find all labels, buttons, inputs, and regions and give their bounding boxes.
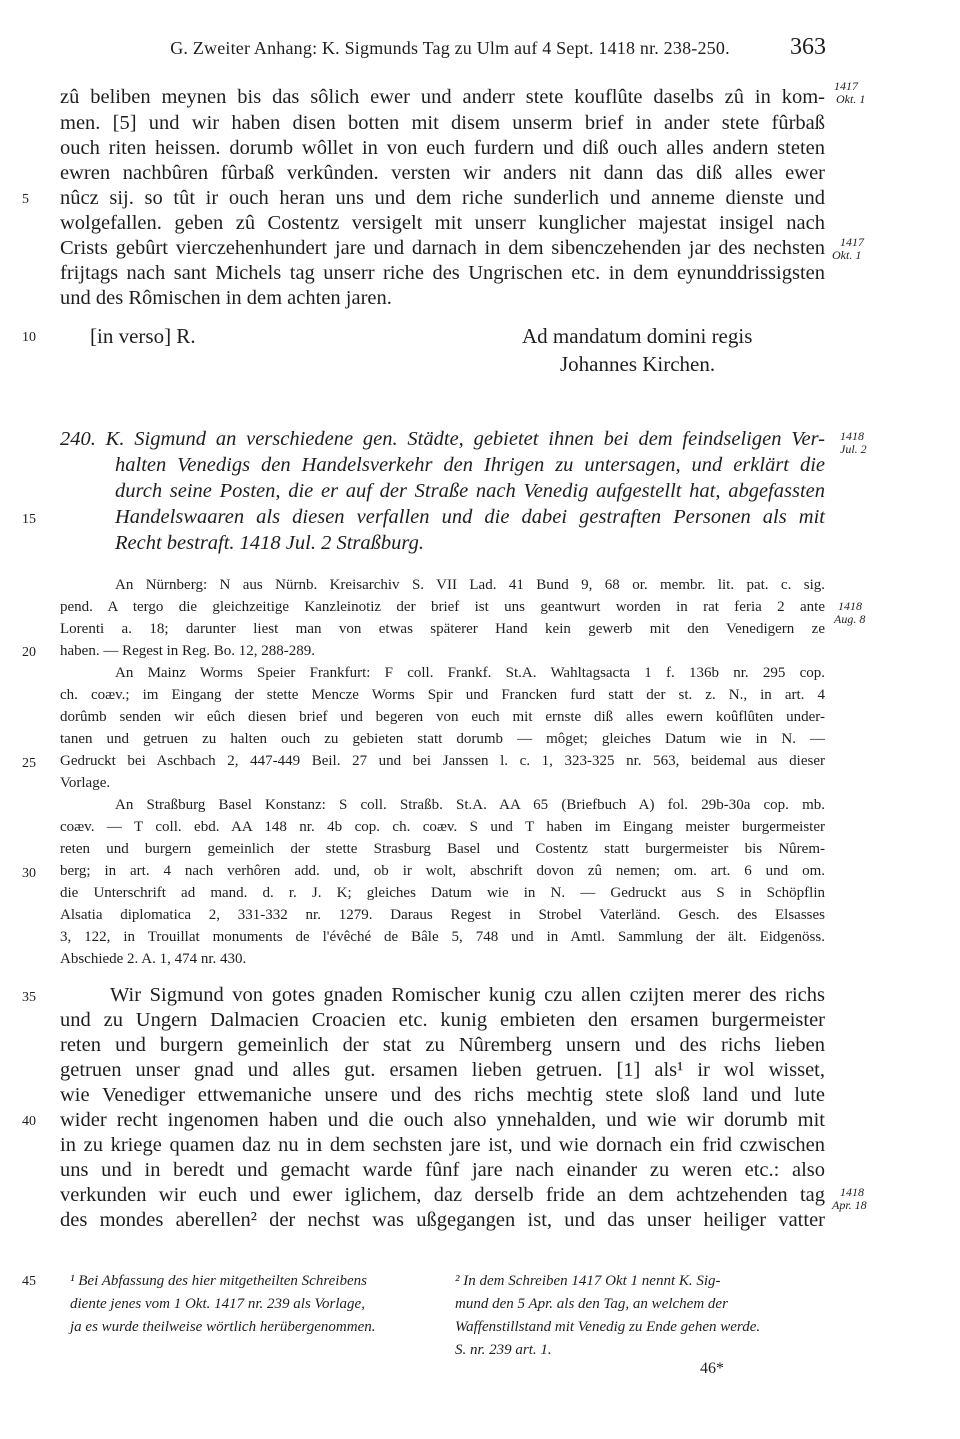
doc-heading-line: 240. K. Sigmund an verschiedene gen. Städte, gebietet ihnen bei dem feindseligen Ver-: [60, 428, 825, 450]
note-line: Alsatia diplomatica 2, 331-332 nr. 1279. Daraus Regest in Strobel Vaterländ. Gesch. des Elsasses: [60, 907, 825, 923]
note-line: An Straßburg Basel Konstanz: S coll. Straßb. St.A. AA 65 (Briefbuch A) fol. 29b-30a cop. mb.: [115, 797, 825, 813]
text-line: und des Rômischen in dem achten jaren.: [60, 287, 392, 309]
line-number: 10: [22, 330, 36, 345]
margin-day: Jul. 2: [840, 442, 867, 456]
margin-day: Aug. 8: [834, 612, 866, 626]
margin-year: 1417: [834, 79, 858, 93]
running-title: G. Zweiter Anhang: K. Sigmunds Tag zu Ulm auf 4 Sept. 1418 nr. 238-250.: [170, 38, 730, 58]
margin-year: 1418: [840, 429, 864, 443]
note-line: Gedruckt bei Aschbach 2, 447-449 Beil. 27 und bei Janssen l. c. 1, 323-325 nr. 563, beidemal aus dieser: [60, 753, 825, 769]
text-line: zû beliben meynen bis das sôlich ewer und anderr stete kouflûte daselbs zû in kom-: [60, 86, 825, 108]
text-line: getruen unser gnad und alles gut. ersamen lieben getruen. [1] als¹ ir wol wisset,: [60, 1059, 825, 1081]
footnote-line: ² In dem Schreiben 1417 Okt 1 nennt K. Sig-: [455, 1273, 721, 1289]
note-line: Abschiede 2. A. 1, 474 nr. 430.: [60, 951, 247, 967]
line-number: 5: [22, 192, 29, 207]
note-line: tanen und getruen zu halten ouch zu gebieten statt dorumb — môget; gleiches Datum wie in N. —: [60, 731, 825, 747]
signature-line-2: Johannes Kirchen.: [560, 352, 716, 376]
note-line: reten und burgern gemeinlich der stette Strasburg Basel und Costentz statt burgermeister bis Nûrem-: [60, 841, 825, 857]
text-line: wie Venediger ettwemaniche unsere und des richs mechtig stete sloß land und lute: [60, 1084, 825, 1106]
note-line: pend. A tergo die gleichzeitige Kanzleinotiz der brief ist uns geantwurt worden in rat feria 2 ante: [60, 599, 825, 615]
line-number: 40: [22, 1114, 36, 1129]
text-line: verkunden wir euch und ewer iglichem, daz derselb fride an dem achtzehenden tag: [60, 1184, 825, 1206]
line-number: 45: [22, 1274, 36, 1289]
signature-line-1: Ad mandatum domini regis: [522, 324, 753, 348]
in-verso-note: [in verso] R.: [90, 324, 196, 348]
margin-day: Okt. 1: [832, 248, 862, 262]
text-line: ouch riten heissen. dorumb wôllet in von euch furdern und diß ouch alles andern steten: [60, 137, 825, 159]
text-line: uns und in beredt und gemacht warde fûnf jare nach einander zu weren etc.: also: [60, 1159, 825, 1181]
margin-year: 1417: [840, 235, 864, 249]
margin-year: 1418: [840, 1185, 864, 1199]
text-line: wolgefallen. geben zû Costentz versigelt mit unserr kunglicher majestat insigel nach: [60, 212, 825, 234]
line-number: 30: [22, 866, 36, 881]
margin-date: [832, 1186, 882, 1212]
text-line: und zu Ungern Dalmacien Croacien etc. kunig embieten den ersamen burgermeister: [60, 1009, 825, 1031]
note-line: dorûmb senden wir eûch diesen brief und begeren von euch mit ernste diß alles ewern koûflûten under-: [60, 709, 825, 725]
margin-date: [834, 600, 884, 626]
footnote-line: Waffenstillstand mit Venedig zu Ende gehen werde.: [455, 1319, 761, 1335]
line-number: 15: [22, 512, 36, 527]
footnote-line: ¹ Bei Abfassung des hier mitgetheilten Schreibens: [70, 1273, 367, 1289]
note-line: An Mainz Worms Speier Frankfurt: F coll. Frankf. St.A. Wahltagsacta 1 f. 136b nr. 295 cop.: [115, 665, 825, 681]
text-line: reten und burgern gemeinlich der stat zu Nûremberg unsern und des richs lieben: [60, 1034, 825, 1056]
doc-heading-line: Handelswaaren als diesen verfallen und die dabei gestraften Personen als mit: [115, 506, 825, 528]
text-line: frijtags nach sant Michels tag unserr riche des Ungrischen etc. in dem eynunddrissigsten: [60, 262, 825, 284]
text-line: ewren nachbûren fûrbaß verkûnden. versten wir anders nit dann das diß alles ewer: [60, 162, 825, 184]
sheet-signature: 46*: [700, 1360, 724, 1377]
footnote-left: [70, 1270, 440, 1339]
text-line: men. [5] und wir haben disen botten mit disem unserm brief in ander stete fûrbaß: [60, 112, 825, 134]
note-line: Vorlage.: [60, 775, 111, 791]
note-line: Lorenti a. 18; darunter liest man von etwas späterer Hand kein gewerb mit den Venedigern ze: [60, 621, 825, 637]
margin-date: [832, 236, 882, 262]
text-line: Wir Sigmund von gotes gnaden Romischer kunig czu allen czijten merer des richs: [110, 984, 825, 1006]
line-number: 25: [22, 756, 36, 771]
note-line: haben. — Regest in Reg. Bo. 12, 288-289.: [60, 643, 315, 659]
margin-year: 1418: [838, 599, 862, 613]
page-number: 363: [790, 34, 826, 60]
note-line: ch. coæv.; im Eingang der stette Mencze Worms Spir und Francken furd statt der st. z. N., in art. 4: [60, 687, 825, 703]
note-line: die Unterschrift ad mand. d. r. J. K; gleiches Datum wie in N. — Gedruckt aus S in Schöpflin: [60, 885, 825, 901]
footnote-line: ja es wurde theilweise wörtlich herübergenommen.: [70, 1319, 376, 1335]
text-line: wider recht ingenomen haben und die ouch also ynnehalden, und wie wir dorumb mit: [60, 1109, 825, 1131]
footnote-line: S. nr. 239 art. 1.: [455, 1342, 552, 1358]
note-line: 3, 122, in Trouillat monuments de l'évêché de Bâle 5, 748 und in Amtl. Sammlung der ält. Eidgenöss.: [60, 929, 825, 945]
margin-day: Apr. 18: [832, 1198, 867, 1212]
footnote-line: mund den 5 Apr. als den Tag, an welchem der: [455, 1296, 728, 1312]
text-line: nûcz sij. so tût ir ouch heran uns und dem riche sunderlich und anneme dienste und: [60, 187, 825, 209]
note-line: coæv. — T coll. ebd. AA 148 nr. 4b cop. ch. coæv. S und T haben im Eingang meister burgermeister: [60, 819, 825, 835]
line-number: 20: [22, 645, 36, 660]
doc-heading-line: Recht bestraft. 1418 Jul. 2 Straßburg.: [115, 532, 424, 554]
line-number: 35: [22, 990, 36, 1005]
note-line: berg; in art. 4 nach verhôren add. und, ob ir wolt, abschrift dovon zû nemen; om. art. 6 und om.: [60, 863, 825, 879]
text-line: des mondes aberellen² der nechst was ußgegangen ist, und das unser heiliger vatter: [60, 1209, 825, 1231]
text-line: Crists gebûrt vierczehenhundert jare und darnach in dem sibenczehenden jar des nechsten: [60, 237, 825, 259]
margin-date: [832, 430, 882, 456]
footnote-line: diente jenes vom 1 Okt. 1417 nr. 239 als Vorlage,: [70, 1296, 365, 1312]
doc-heading-line: halten Venedigs den Handelsverkehr den Ihrigen zu untersagen, und erklärt die: [115, 454, 825, 476]
doc-heading-line: durch seine Posten, die er auf der Straße nach Venedig aufgestellt hat, abgefassten: [115, 480, 825, 502]
footnote-right: [455, 1270, 830, 1362]
text-line: in zu kriege quamen daz nu in dem sechsten jare ist, und wie dornach ein frid czwischen: [60, 1134, 825, 1156]
margin-date: [834, 80, 884, 106]
margin-day: Okt. 1: [836, 92, 866, 106]
note-line: An Nürnberg: N aus Nürnb. Kreisarchiv S. VII Lad. 41 Bund 9, 68 or. membr. lit. pat. c. sig.: [115, 577, 825, 593]
